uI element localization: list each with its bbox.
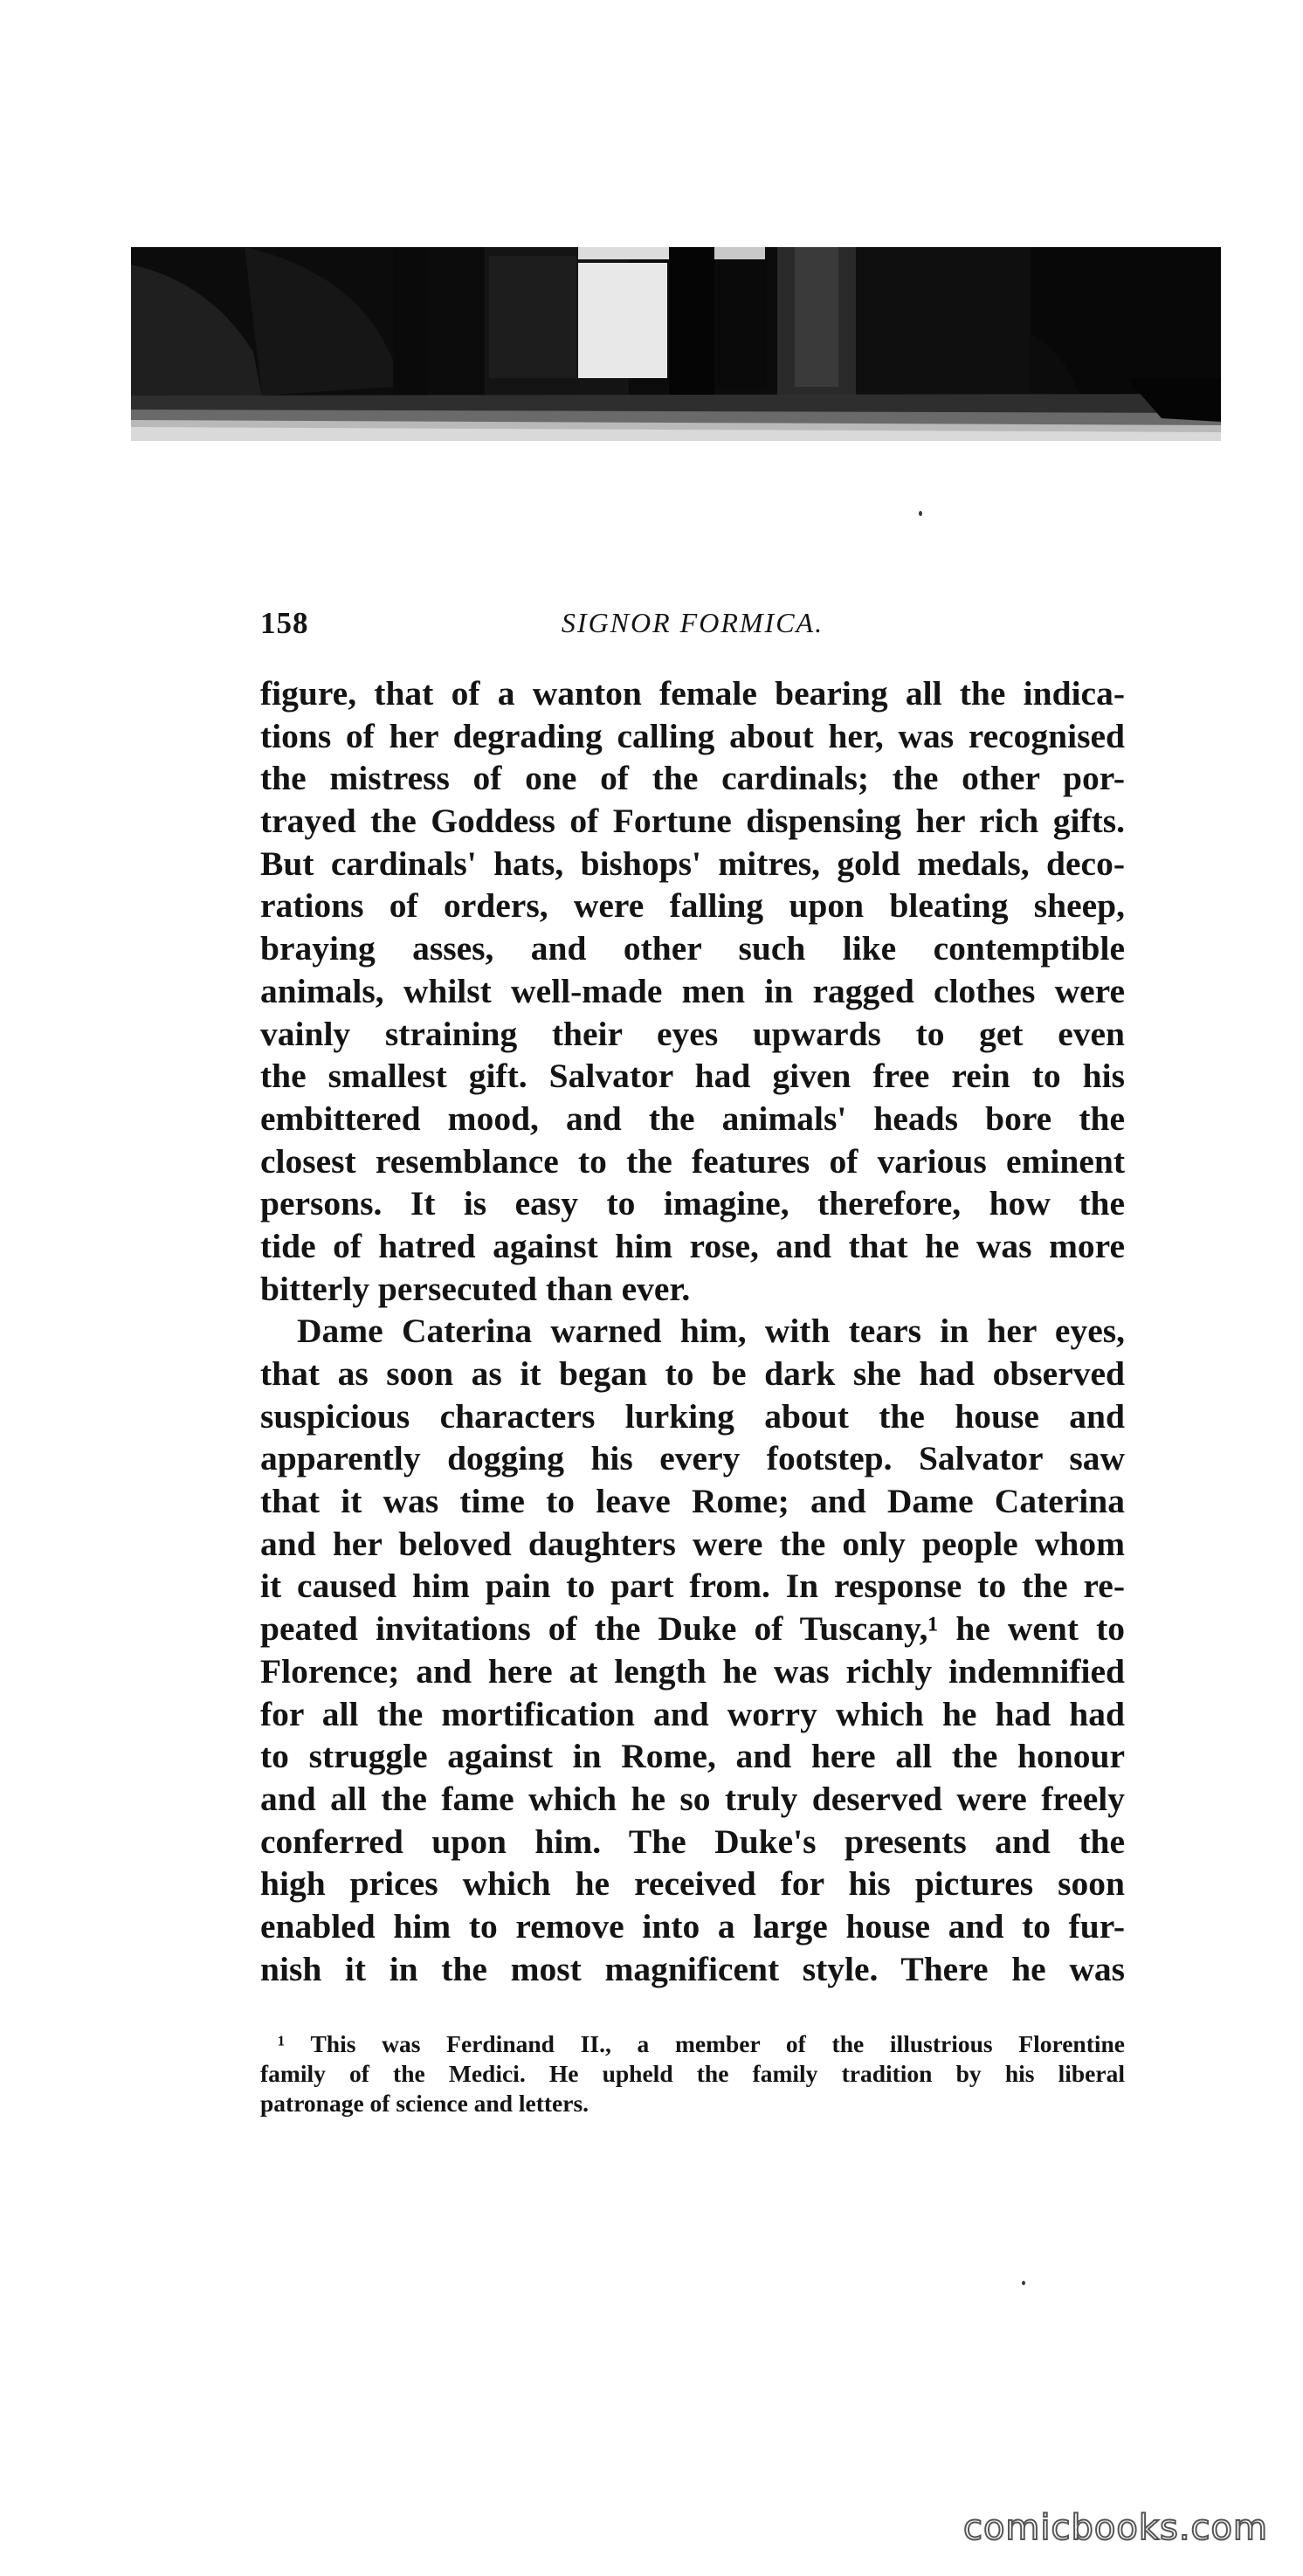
text-line: enabled him to remove into a large house and to fur- (260, 1906, 1125, 1946)
text-line: high prices which he received for his pictures soon (260, 1864, 1125, 1904)
text-line: it caused him pain to part from. In response to the re- (260, 1567, 1125, 1606)
text-line: bitterly persecuted than ever. (260, 1269, 691, 1308)
text-line: tions of her degrading calling about her, was recognised (260, 716, 1125, 755)
text-line: for all the mortification and worry which he had had (260, 1694, 1125, 1733)
text-line: persons. It is easy to imagine, therefore, how the (260, 1184, 1125, 1223)
text-line: the mistress of one of the cardinals; the other por- (260, 759, 1125, 798)
footnote (260, 2029, 1125, 2118)
text-line: and her beloved daughters were the only people whom (260, 1524, 1125, 1563)
text-line: suspicious characters lurking about the house and (260, 1396, 1125, 1436)
text-line: the smallest gift. Salvator had given free rein to his (260, 1057, 1125, 1096)
text-line: conferred upon him. The Duke's presents and the (260, 1822, 1125, 1861)
text-line: apparently dogging his every footstep. Salvator saw (260, 1439, 1125, 1478)
text-line: nish it in the most magnificent style. There he was (260, 1949, 1125, 1988)
running-title: SIGNOR FORMICA. (561, 607, 824, 638)
scan-artifact-shapes (131, 247, 1221, 441)
footnote-line: family of the Medici. He upheld the family tradition by his liberal (260, 2060, 1125, 2087)
text-line: figure, that of a wanton female bearing all the indica- (260, 674, 1125, 713)
text-line: tide of hatred against him rose, and that he was more (260, 1226, 1125, 1265)
text-line: Dame Caterina warned him, with tears in her eyes, (297, 1312, 1125, 1351)
text-line: and all the fame which he so truly deserved were freely (260, 1779, 1125, 1818)
footnote-line: ¹ This was Ferdinand II., a member of the illustrious Florentine (278, 2030, 1125, 2057)
text-line: closest resemblance to the features of various eminent (260, 1141, 1125, 1181)
text-line: to struggle against in Rome, and here all the honour (260, 1737, 1125, 1776)
body-text (260, 672, 1125, 1990)
scan-speck (1022, 2281, 1025, 2285)
watermark: comicbooks.com (962, 2508, 1268, 2548)
text-line: braying asses, and other such like contemptible (260, 929, 1125, 968)
scan-speck (919, 511, 922, 516)
text-line: that as soon as it began to be dark she had observed (260, 1354, 1125, 1393)
footnote-line: patronage of science and letters. (260, 2090, 589, 2117)
text-line: But cardinals' hats, bishops' mitres, gold medals, deco- (260, 844, 1125, 883)
scan-artifact-image (131, 247, 1221, 441)
running-head (260, 606, 1125, 644)
page-number: 158 (260, 606, 309, 640)
text-line: animals, whilst well-made men in ragged clothes were (260, 971, 1125, 1010)
text-line: Florence; and here at length he was richly indemnified (260, 1651, 1125, 1691)
text-line: vainly straining their eyes upwards to get even (260, 1014, 1125, 1053)
text-line: trayed the Goddess of Fortune dispensing her rich gifts. (260, 802, 1125, 841)
text-line: rations of orders, were falling upon bleating sheep, (260, 886, 1125, 926)
text-line: peated invitations of the Duke of Tuscany,¹ he went to (260, 1609, 1125, 1649)
text-line: embittered mood, and the animals' heads bore the (260, 1099, 1125, 1138)
text-line: that it was time to leave Rome; and Dame Caterina (260, 1482, 1125, 1521)
